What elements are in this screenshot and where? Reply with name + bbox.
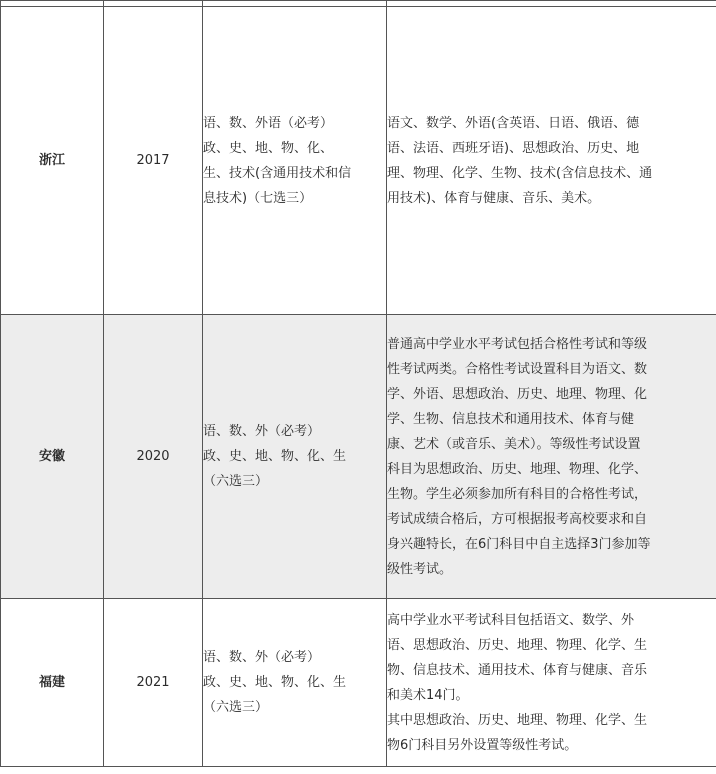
- province-cell: 浙江: [1, 7, 104, 315]
- subjects-cell: [203, 599, 387, 767]
- description-cell: [387, 599, 716, 767]
- table-row-zhejiang: [1, 7, 716, 315]
- table-row-anhui: [1, 315, 716, 599]
- subjects-cell: [203, 315, 387, 599]
- province-cell: 安徽: [1, 315, 104, 599]
- subjects-text: 语、数、外语（必考） 政、史、地、物、化、 生、技术(含通用技术和信 息技术)（七选三）: [203, 115, 352, 206]
- description-text: 语文、数学、外语(含英语、日语、俄语、德 语、法语、西班牙语)、思想政治、历史、地 理、物理、化学、生物、技术(含信息技术、通 用技术)、体育与健康、音乐、美术。: [387, 115, 653, 206]
- subjects-cell: [203, 7, 387, 315]
- province-cell: 福建: [1, 599, 104, 767]
- description-cell: [387, 315, 716, 599]
- year-cell: 2021: [104, 599, 203, 767]
- description-text: 普通高中学业水平考试包括合格性考试和等级 性考试两类。合格性考试设置科目为语文、数 学、外语、思想政治、历史、地理、物理、化 学、生物、信息技术和通用技术、体育与健 康、艺术（或音乐、美术）。等级性考试设置 科目为思想政治、历史、地理、物理、化学、 生物。学生必须参加所有科目的合格性考试， 考试成绩合格后，方可根据报考高校要求和自 身兴趣特长，在6门科目中自主选择3门参加等 级性考试。: [387, 336, 651, 577]
- description-cell: [387, 7, 716, 315]
- table-row-fujian: [1, 599, 716, 767]
- year-cell: 2020: [104, 315, 203, 599]
- year-cell: 2017: [104, 7, 203, 315]
- description-text: 高中学业水平考试科目包括语文、数学、外 语、思想政治、历史、地理、物理、化学、生 物、信息技术、通用技术、体育与健康、音乐 和美术14门。 其中思想政治、历史、地理、物理、化学、生 物6门科目另外设置等级性考试。: [387, 612, 648, 753]
- subjects-text: 语、数、外（必考） 政、史、地、物、化、生 （六选三）: [203, 424, 347, 489]
- subjects-text: 语、数、外（必考） 政、史、地、物、化、生 （六选三）: [203, 650, 347, 715]
